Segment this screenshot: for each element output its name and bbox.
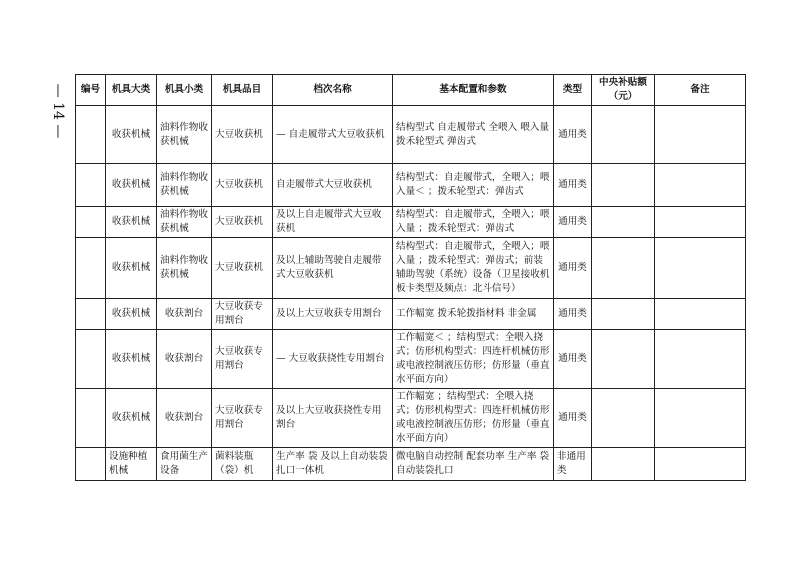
cell-butie [592,448,655,481]
cell-beizhu [655,238,746,299]
cell-xiaolei: 收获割台 [157,389,212,448]
cell-peizhi: 工作幅宽 拨禾轮拨指材料 非金属 [393,299,554,330]
cell-dangci: — 大豆收获挠性专用割台 [273,330,393,389]
cell-butie [592,106,655,164]
cell-beizhu [655,164,746,207]
cell-dalei: 收获机械 [106,299,157,330]
table-row [76,238,746,299]
cell-leixing: 通用类 [554,330,592,389]
cell-leixing: 通用类 [554,106,592,164]
cell-peizhi: 结构型式：自走履带式，全喂入；喂入量 ；拨禾轮型式：弹齿式；前装辅助驾驶（系统）设备（卫星接收机板卡类型及频点：北斗信号） [393,238,554,299]
cell-beizhu [655,106,746,164]
cell-xiaolei: 收获割台 [157,330,212,389]
cell-no [76,448,106,481]
cell-leixing: 通用类 [554,238,592,299]
cell-leixing: 通用类 [554,389,592,448]
cell-no [76,207,106,238]
cell-xiaolei: 油料作物收获机械 [157,238,212,299]
cell-pinmu: 大豆收获机 [212,164,273,207]
table-row [76,207,746,238]
cell-xiaolei: 油料作物收获机械 [157,164,212,207]
cell-pinmu: 大豆收获机 [212,207,273,238]
cell-pinmu: 大豆收获专用割台 [212,389,273,448]
subsidy-table [75,74,746,481]
header-dangci: 档次名称 [273,75,393,106]
cell-xiaolei: 收获割台 [157,299,212,330]
cell-dangci: 自走履带式大豆收获机 [273,164,393,207]
cell-leixing: 通用类 [554,207,592,238]
cell-dalei: 收获机械 [106,389,157,448]
cell-pinmu: 大豆收获专用割台 [212,330,273,389]
table-row [76,164,746,207]
header-no: 编号 [76,75,106,106]
cell-dalei: 收获机械 [106,330,157,389]
cell-dangci: — 自走履带式大豆收获机 [273,106,393,164]
cell-peizhi: 工作幅宽＜ ；结构型式：全喂入挠式；仿形机构型式：四连杆机械仿形或电液控制液压仿形；仿形量（垂直水平面方向） [393,330,554,389]
cell-butie [592,207,655,238]
page-number: — 14 — [50,83,66,139]
cell-dangci: 及以上自走履带式大豆收获机 [273,207,393,238]
cell-xiaolei: 油料作物收获机械 [157,207,212,238]
cell-pinmu: 大豆收获机 [212,106,273,164]
table-row [76,389,746,448]
cell-peizhi: 工作幅宽 ；结构型式：全喂入挠式；仿形机构型式：四连杆机械仿形或电液控制液压仿形；仿形量（垂直水平面方向） [393,389,554,448]
cell-no [76,330,106,389]
header-butie: 中央补贴额（元） [592,75,655,106]
cell-no [76,164,106,207]
cell-butie [592,164,655,207]
cell-dangci: 及以上大豆收获专用割台 [273,299,393,330]
cell-dalei: 收获机械 [106,238,157,299]
cell-pinmu: 大豆收获机 [212,238,273,299]
cell-peizhi: 结构型式：自走履带式，全喂入；喂入量＜ ；拨禾轮型式：弹齿式 [393,164,554,207]
cell-beizhu [655,448,746,481]
cell-butie [592,299,655,330]
header-pinmu: 机具品目 [212,75,273,106]
cell-peizhi: 结构型式：自走履带式，全喂入；喂入量 ；拨禾轮型式：弹齿式 [393,207,554,238]
cell-pinmu: 大豆收获专用割台 [212,299,273,330]
cell-xiaolei: 油料作物收获机械 [157,106,212,164]
cell-peizhi: 结构型式 自走履带式 全喂入 喂入量 拨禾轮型式 弹齿式 [393,106,554,164]
cell-no [76,389,106,448]
cell-dalei: 收获机械 [106,164,157,207]
cell-xiaolei: 食用菌生产设备 [157,448,212,481]
cell-dalei: 设施种植机械 [106,448,157,481]
cell-no [76,299,106,330]
cell-butie [592,238,655,299]
cell-leixing: 通用类 [554,164,592,207]
cell-dalei: 收获机械 [106,207,157,238]
table-row [76,330,746,389]
cell-beizhu [655,330,746,389]
cell-dangci: 及以上辅助驾驶自走履带式大豆收获机 [273,238,393,299]
table-header-row [76,75,746,106]
table-row [76,106,746,164]
header-leixing: 类型 [554,75,592,106]
cell-dalei: 收获机械 [106,106,157,164]
cell-pinmu: 菌料装瓶（袋）机 [212,448,273,481]
table-row [76,448,746,481]
header-xiaolei: 机具小类 [157,75,212,106]
cell-leixing: 通用类 [554,299,592,330]
header-dalei: 机具大类 [106,75,157,106]
cell-no [76,238,106,299]
cell-no [76,106,106,164]
cell-butie [592,330,655,389]
cell-beizhu [655,389,746,448]
cell-butie [592,389,655,448]
table-row [76,299,746,330]
cell-dangci: 及以上大豆收获挠性专用割台 [273,389,393,448]
header-beizhu: 备注 [655,75,746,106]
header-peizhi: 基本配置和参数 [393,75,554,106]
cell-dangci: 生产率 袋 及以上自动装袋扎口一体机 [273,448,393,481]
cell-peizhi: 微电脑自动控制 配套功率 生产率 袋 自动装袋扎口 [393,448,554,481]
cell-beizhu [655,299,746,330]
cell-beizhu [655,207,746,238]
cell-leixing: 非通用类 [554,448,592,481]
